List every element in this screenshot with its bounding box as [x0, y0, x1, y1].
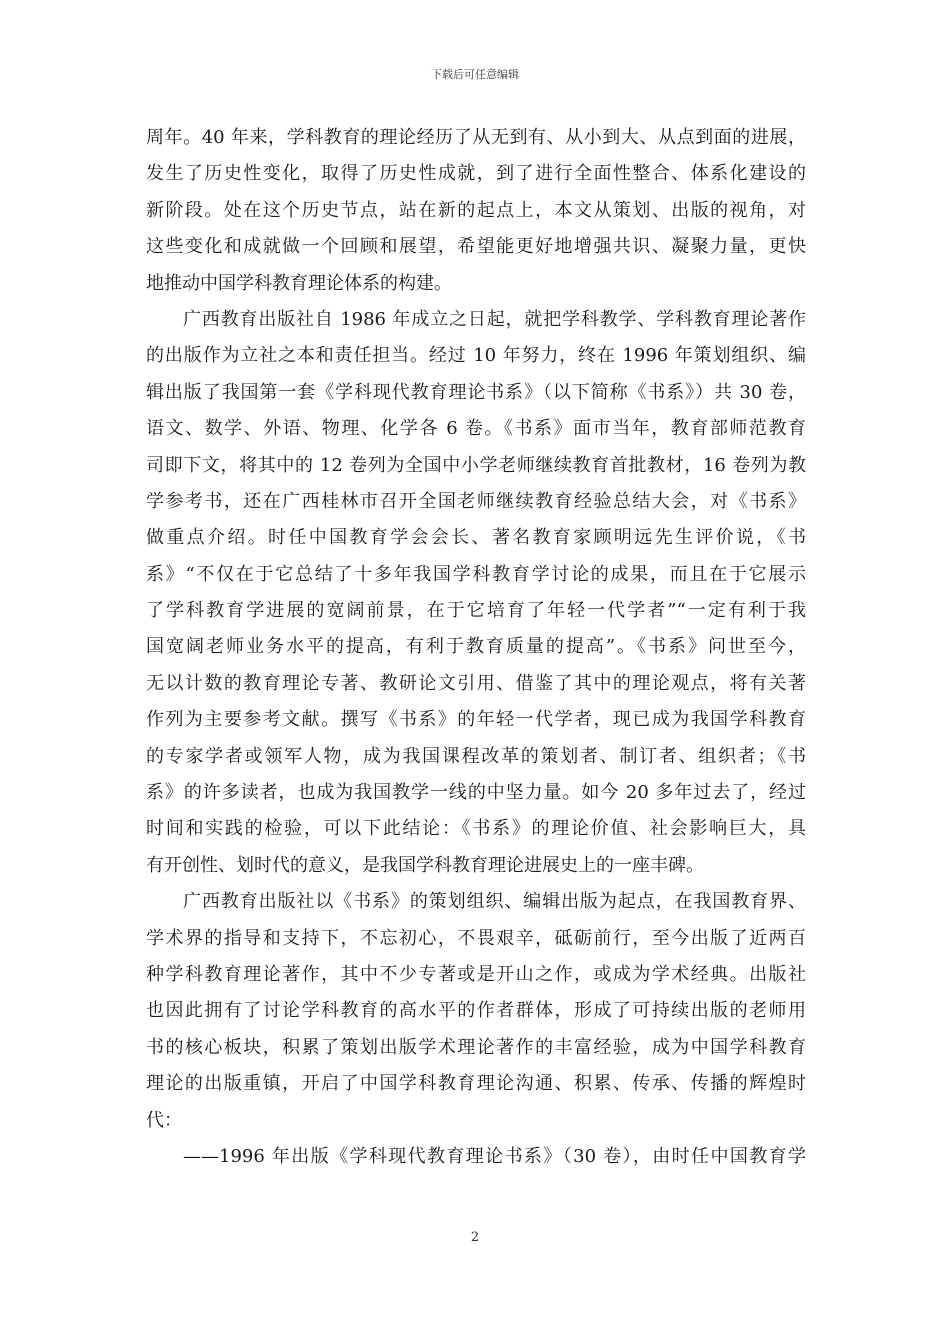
text-line: 这些变化和成就做一个回顾和展望，希望能更好地增强共识、凝聚力量，更快 — [146, 236, 806, 258]
text-line: ——1996 年出版《学科现代教育理论书系》（30 卷），由时任中国教育学 — [183, 1145, 806, 1167]
text-line: 发生了历史性变化，取得了历史性成就，到了进行全面性整合、体系化建设的 — [146, 163, 806, 185]
text-line: 学参考书，还在广西桂林市召开全国老师继续教育经验总结大会，对《书系》 — [146, 490, 806, 512]
text-line: 周年。40 年来，学科教育的理论经历了从无到有、从小到大、从点到面的进展， — [146, 127, 806, 148]
text-line: 广西教育出版社自 1986 年成立之日起，就把学科教学、学科教育理论著作 — [183, 308, 806, 330]
text-line: 有开创性、划时代的意义，是我国学科教育理论进展史上的一座丰碑。 — [146, 854, 704, 876]
text-line: 地推动中国学科教育理论体系的构建。 — [146, 272, 452, 294]
text-line: 代： — [146, 1109, 182, 1131]
text-line: 辑出版了我国第一套《学科现代教育理论书系》（以下简称《书系》）共 30 卷， — [146, 381, 806, 403]
text-line: 无以计数的教育理论专著、教研论文引用、借鉴了其中的理论观点，将有关著 — [146, 672, 806, 694]
paragraph-1 — [146, 120, 806, 302]
paragraph-4 — [146, 1139, 806, 1175]
text-line: 种学科教育理论著作，其中不少专著或是开山之作，或成为学术经典。出版社 — [146, 963, 806, 985]
page-header: 下载后可任意编辑 — [431, 68, 519, 81]
text-line: 理论的出版重镇，开启了中国学科教育理论沟通、积累、传承、传播的辉煌时 — [146, 1073, 806, 1095]
text-line: 作列为主要参考文献。撰写《书系》的年轻一代学者，现已成为我国学科教育 — [146, 709, 806, 731]
text-line: 系》的许多读者，也成为我国教学一线的中坚力量。如今 20 多年过去了，经过 — [146, 782, 806, 804]
document-body — [146, 120, 806, 1175]
text-line: 时间和实践的检验，可以下此结论：《书系》的理论价值、社会影响巨大，具 — [146, 818, 806, 840]
text-line: 广西教育出版社以《书系》的策划组织、编辑出版为起点，在我国教育界、 — [183, 891, 806, 913]
text-line: 了学科教育学进展的宽阔前景，在于它培育了年轻一代学者”“一定有利于我 — [146, 600, 806, 622]
page-number: 2 — [470, 1230, 480, 1245]
text-line: 做重点介绍。时任中国教育学会会长、著名教育家顾明远先生评价说，《书 — [146, 527, 806, 549]
text-line: 的专家学者或领军人物，成为我国课程改革的策划者、制订者、组织者；《书 — [146, 745, 806, 767]
text-line: 系》“不仅在于它总结了十多年我国学科教育学讨论的成果，而且在于它展示 — [146, 563, 806, 585]
text-line: 司即下文，将其中的 12 卷列为全国中小学老师继续教育首批教材，16 卷列为教 — [146, 454, 806, 476]
text-line: 语文、数学、外语、物理、化学各 6 卷。《书系》面市当年，教育部师范教育 — [146, 418, 806, 440]
text-line: 的出版作为立社之本和责任担当。经过 10 年努力，终在 1996 年策划组织、编 — [146, 345, 806, 367]
text-line: 也因此拥有了讨论学科教育的高水平的作者群体，形成了可持续出版的老师用 — [146, 1000, 806, 1022]
text-line: 新阶段。处在这个历史节点，站在新的起点上，本文从策划、出版的视角，对 — [146, 199, 806, 221]
text-line: 书的核心板块，积累了策划出版学术理论著作的丰富经验，成为中国学科教育 — [146, 1036, 806, 1058]
text-line: 学术界的指导和支持下，不忘初心，不畏艰辛，砥砺前行，至今出版了近两百 — [146, 927, 806, 949]
text-line: 国宽阔老师业务水平的提高，有利于教育质量的提高”。《书系》问世至今， — [146, 636, 806, 658]
paragraph-3 — [146, 884, 806, 1139]
paragraph-2 — [146, 302, 806, 884]
